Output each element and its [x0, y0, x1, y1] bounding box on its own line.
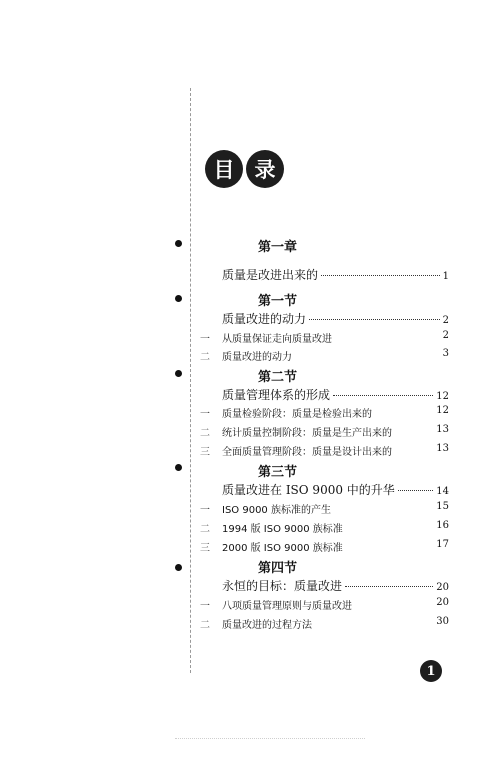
subentry-text: 质量检验阶段：质量是检验出来的	[222, 409, 372, 420]
toc-subentry[interactable]	[200, 520, 449, 536]
subentry-number: 三	[200, 447, 210, 458]
chapter-heading: 第一章	[258, 240, 298, 255]
toc-entry-page: 1	[442, 271, 449, 282]
subentry-page: 20	[436, 597, 449, 608]
subentry-page: 2	[442, 330, 449, 341]
toc-entry-page: 2	[442, 315, 449, 326]
toc-entry-text: 质量改进的动力	[222, 312, 307, 326]
toc-entry-page: 12	[436, 391, 449, 402]
chapter-bullet	[175, 240, 182, 247]
subentry-page: 3	[442, 348, 449, 359]
toc-subentry[interactable]	[200, 348, 449, 364]
toc-entry-text: 质量管理体系的形成	[222, 388, 331, 402]
subentry-page: 13	[436, 443, 449, 454]
toc-entry-text: 质量改进在 ISO 9000 中的升华	[222, 483, 395, 497]
page-number: 1	[420, 660, 442, 682]
toc-entry[interactable]	[222, 386, 449, 404]
subentry-text: 质量改进的动力	[222, 352, 292, 363]
subentry-text: 八项质量管理原则与质量改进	[222, 601, 352, 612]
section-bullet	[175, 295, 182, 302]
toc-subentry[interactable]	[200, 501, 449, 517]
toc-entry-page: 20	[436, 582, 449, 593]
subentry-text: ISO 9000 族标准的产生	[222, 505, 331, 516]
toc-subentry[interactable]	[200, 443, 449, 459]
toc-entry[interactable]	[222, 310, 449, 328]
subentry-number: 一	[200, 409, 210, 420]
section-bullet	[175, 464, 182, 471]
toc-subentry[interactable]	[200, 616, 449, 632]
toc-entry-text: 质量是改进出来的	[222, 268, 319, 282]
toc-subentry[interactable]	[200, 539, 449, 555]
section-heading: 第一节	[258, 294, 298, 309]
subentry-number: 二	[200, 352, 210, 363]
section-bullet	[175, 370, 182, 377]
toc-title-char-2: 录	[246, 150, 284, 188]
toc-subentry[interactable]	[200, 424, 449, 440]
toc-entry[interactable]	[222, 266, 449, 284]
subentry-number: 一	[200, 334, 210, 345]
subentry-number: 三	[200, 543, 210, 554]
subentry-text: 统计质量控制阶段：质量是生产出来的	[222, 428, 392, 439]
subentry-page: 15	[436, 501, 449, 512]
subentry-text: 质量改进的过程方法	[222, 620, 312, 631]
section-heading: 第二节	[258, 370, 298, 385]
subentry-text: 从质量保证走向质量改进	[222, 334, 332, 345]
leader-dots	[398, 490, 433, 491]
toc-entry-page: 14	[436, 486, 449, 497]
subentry-page: 16	[436, 520, 449, 531]
scan-artifact-divider	[175, 738, 365, 741]
leader-dots	[321, 275, 440, 276]
subentry-number: 二	[200, 620, 210, 631]
toc-entry[interactable]	[222, 481, 449, 499]
subentry-number: 二	[200, 524, 210, 535]
subentry-number: 二	[200, 428, 210, 439]
subentry-text: 全面质量管理阶段：质量是设计出来的	[222, 447, 392, 458]
toc-subentry[interactable]	[200, 405, 449, 421]
subentry-number: 一	[200, 505, 210, 516]
subentry-page: 12	[436, 405, 449, 416]
leader-dots	[345, 586, 433, 587]
subentry-page: 30	[436, 616, 449, 627]
vertical-rule	[190, 88, 191, 673]
section-heading: 第四节	[258, 561, 298, 576]
subentry-page: 17	[436, 539, 449, 550]
section-heading: 第三节	[258, 465, 298, 480]
toc-subentry[interactable]	[200, 330, 449, 346]
toc-subentry[interactable]	[200, 597, 449, 613]
leader-dots	[333, 395, 433, 396]
leader-dots	[309, 319, 440, 320]
subentry-text: 1994 版 ISO 9000 族标准	[222, 524, 343, 535]
subentry-number: 一	[200, 601, 210, 612]
toc-title-char-1: 目	[205, 150, 243, 188]
section-bullet	[175, 564, 182, 571]
toc-entry[interactable]	[222, 577, 449, 595]
subentry-text: 2000 版 ISO 9000 族标准	[222, 543, 343, 554]
subentry-page: 13	[436, 424, 449, 435]
toc-entry-text: 永恒的目标：质量改进	[222, 579, 343, 593]
